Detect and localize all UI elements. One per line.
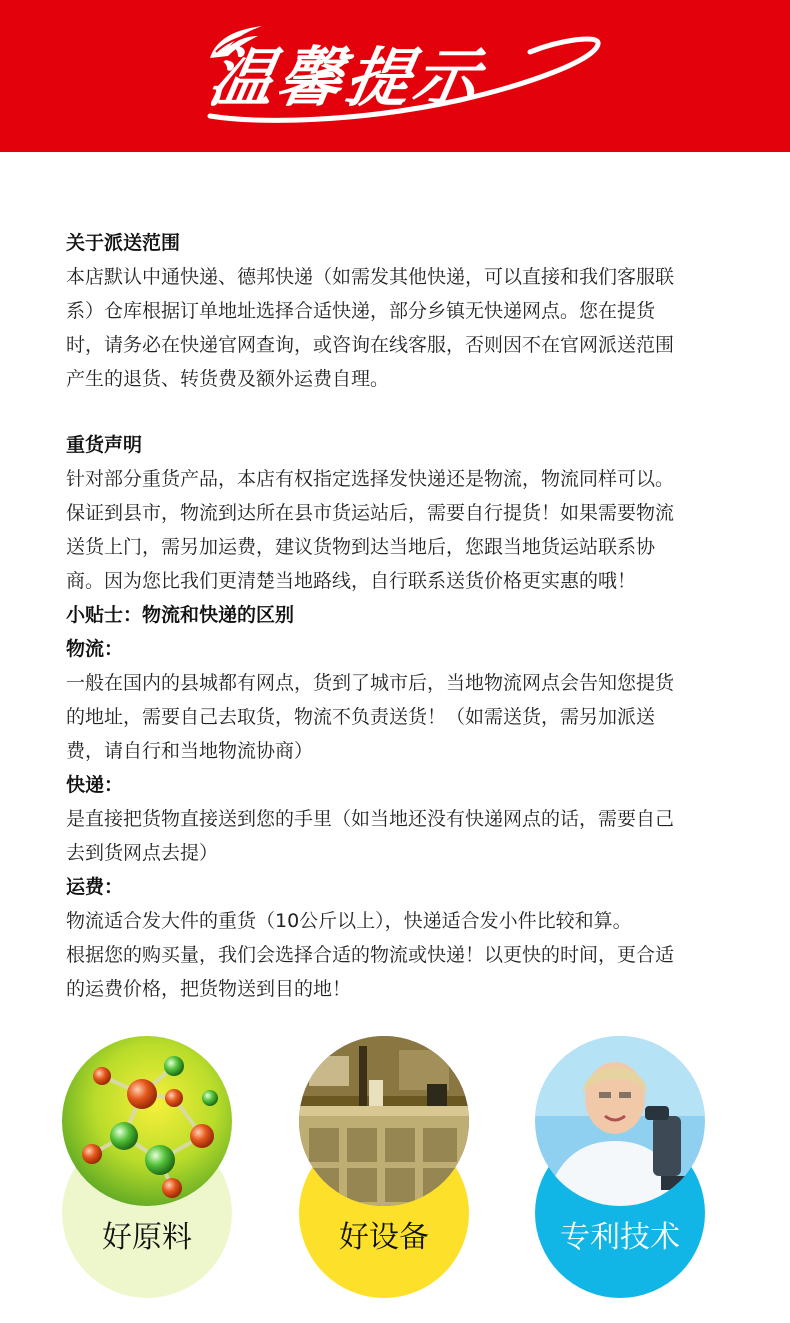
banner-title: 温馨提示 (203, 42, 489, 116)
freight-line: 的运费价格，把货物送到目的地！ (66, 978, 352, 1000)
logistics-heading: 物流： (66, 638, 124, 660)
delivery-line: 系）仓库根据订单地址选择合适快递，部分乡镇无快递网点。您在提货 (66, 300, 656, 322)
freight-line: 根据您的购买量，我们会选择合适的物流或快递！以更快的时间，更合适 (66, 944, 675, 966)
heavy-line: 送货上门，需另加运费，建议货物到达当地后，您跟当地货运站联系协 (66, 536, 656, 558)
delivery-heading: 关于派送范围 (66, 232, 181, 254)
delivery-line: 本店默认中通快递、德邦快递（如需发其他快递，可以直接和我们客服联 (66, 266, 675, 288)
delivery-line: 产生的退货、转货费及额外运费自理。 (66, 368, 390, 390)
logistics-line: 费，请自行和当地物流协商） (66, 740, 314, 762)
scientist-image (535, 1036, 705, 1206)
heavy-line: 保证到县市，物流到达所在县市货运站后，需要自行提货！如果需要物流 (66, 502, 675, 524)
heavy-heading: 重货声明 (66, 434, 143, 456)
express-heading: 快递： (66, 774, 124, 796)
delivery-line: 时，请务必在快递官网查询，或咨询在线客服，否则因不在官网派送范围 (66, 334, 675, 356)
express-line: 去到货网点去提） (66, 842, 219, 864)
heavy-line: 针对部分重货产品，本店有权指定选择发快递还是物流，物流同样可以。 (66, 468, 675, 490)
feature-row (0, 1030, 790, 1323)
laboratory-image (299, 1036, 469, 1206)
express-line: 是直接把货物直接送到您的手里（如当地还没有快递网点的话，需要自己 (66, 808, 675, 830)
logistics-line: 的地址，需要自己去取货，物流不负责送货！（如需送货，需另加派送 (66, 706, 656, 728)
feature-label: 好设备 (339, 1220, 429, 1255)
heavy-line: 商。因为您比我们更清楚当地路线，自行联系送货价格更实惠的哦！ (66, 570, 637, 592)
feature-raw-materials (62, 1030, 242, 1323)
tips-heading: 小贴士：物流和快递的区别 (66, 604, 295, 626)
feature-label: 好原料 (102, 1220, 192, 1255)
feature-patent (535, 1030, 715, 1323)
freight-heading: 运费： (66, 876, 124, 898)
molecule-image (62, 1036, 232, 1206)
feature-label: 专利技术 (560, 1220, 680, 1255)
logistics-line: 一般在国内的县城都有网点，货到了城市后，当地物流网点会告知您提货 (66, 672, 675, 694)
notice-content (66, 226, 730, 1006)
freight-line: 物流适合发大件的重货（10公斤以上），快递适合发小件比较和算。 (66, 910, 632, 932)
header-banner (0, 0, 790, 152)
feature-equipment (299, 1030, 479, 1323)
